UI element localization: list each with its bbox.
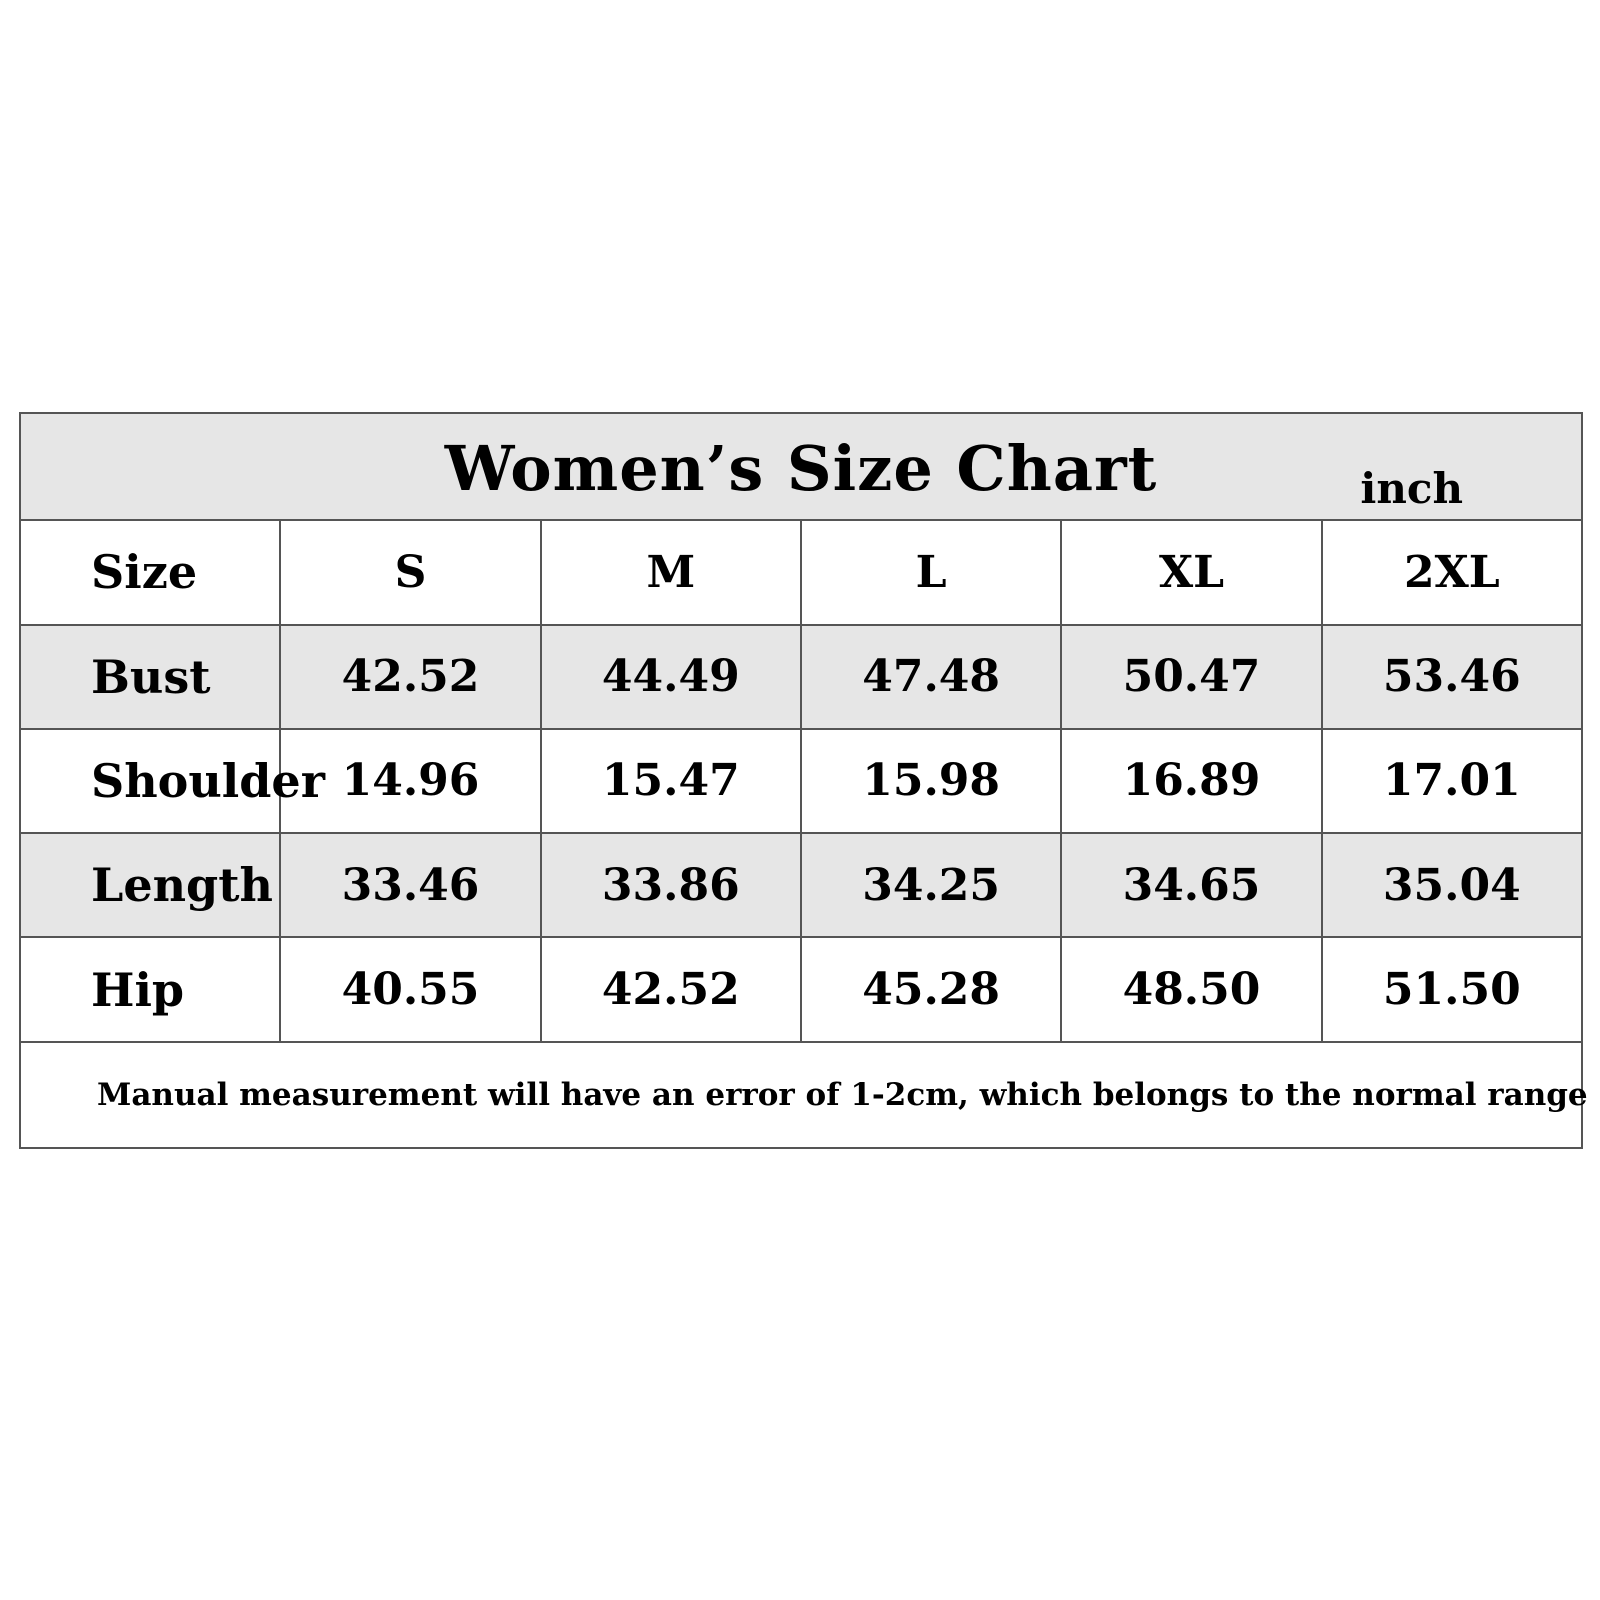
table-cell: 45.28 (801, 937, 1061, 1041)
table-cell: 34.65 (1061, 833, 1321, 937)
table-row-bust (20, 625, 1582, 729)
size-header-xl: XL (1061, 520, 1321, 624)
size-header-l: L (801, 520, 1061, 624)
table-row-length (20, 833, 1582, 937)
table-cell: 50.47 (1061, 625, 1321, 729)
table-cell: 35.04 (1322, 833, 1582, 937)
table-row-shoulder (20, 729, 1582, 833)
row-label-hip: Hip (20, 937, 280, 1041)
size-header-label: Size (20, 520, 280, 624)
table-row-hip (20, 937, 1582, 1041)
table-cell: 17.01 (1322, 729, 1582, 833)
title-row (20, 413, 1582, 520)
row-label-shoulder: Shoulder (20, 729, 280, 833)
table-cell: 33.86 (541, 833, 801, 937)
table-cell: 47.48 (801, 625, 1061, 729)
size-header-2xl: 2XL (1322, 520, 1582, 624)
title-cell (20, 413, 1582, 520)
table-cell: 16.89 (1061, 729, 1321, 833)
table-cell: 44.49 (541, 625, 801, 729)
table-cell: 14.96 (280, 729, 540, 833)
chart-title: Women’s Size Chart (444, 432, 1158, 505)
table-cell: 48.50 (1061, 937, 1321, 1041)
table-cell: 40.55 (280, 937, 540, 1041)
unit-label: inch (1360, 464, 1463, 514)
table-cell: 53.46 (1322, 625, 1582, 729)
table-cell: 34.25 (801, 833, 1061, 937)
size-header-m: M (541, 520, 801, 624)
row-label-bust: Bust (20, 625, 280, 729)
table-cell: 42.52 (280, 625, 540, 729)
table-cell: 15.47 (541, 729, 801, 833)
table-cell: 33.46 (280, 833, 540, 937)
measurement-footnote: Manual measurement will have an error of 1-2cm, which belongs to the normal range (20, 1042, 1582, 1148)
table-cell: 15.98 (801, 729, 1061, 833)
table-cell: 42.52 (541, 937, 801, 1041)
size-header-s: S (280, 520, 540, 624)
row-label-length: Length (20, 833, 280, 937)
footnote-row (20, 1042, 1582, 1148)
size-chart-table (19, 412, 1588, 1149)
size-header-row (20, 520, 1582, 624)
table-cell: 51.50 (1322, 937, 1582, 1041)
